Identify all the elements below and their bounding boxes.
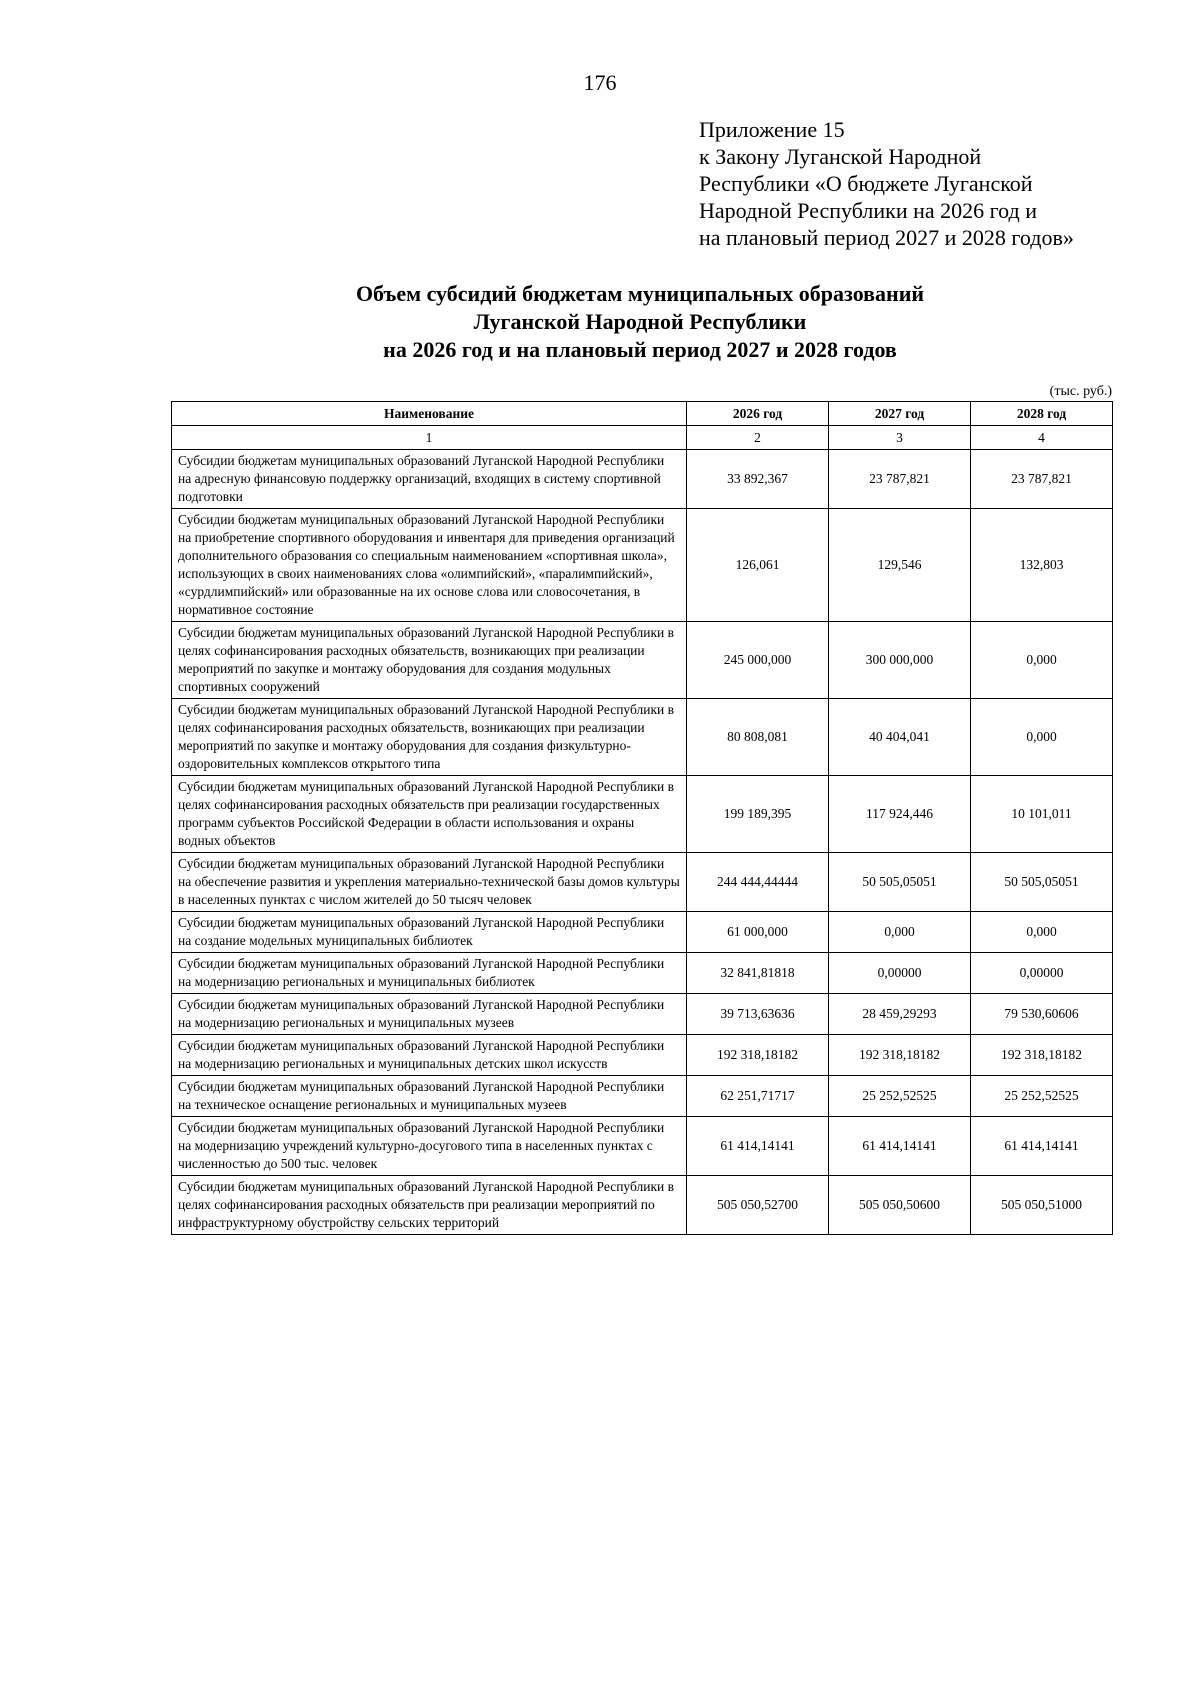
value-2028: 79 530,60606 — [971, 994, 1113, 1035]
appendix-reference — [699, 116, 1179, 251]
value-2026: 505 050,52700 — [687, 1176, 829, 1235]
value-2028: 0,000 — [971, 699, 1113, 776]
value-2027: 192 318,18182 — [829, 1035, 971, 1076]
value-2027: 117 924,446 — [829, 776, 971, 853]
subsidies-table — [171, 401, 1113, 1235]
row-name: Субсидии бюджетам муниципальных образований Луганской Народной Республики на модернизацию учреждений культурно-досугового типа в населенных пунктах с численностью до 500 тыс. человек — [172, 1117, 687, 1176]
row-name: Субсидии бюджетам муниципальных образований Луганской Народной Республики на обеспечение развития и укрепления материально-технической базы домов культуры в населенных пунктах с числом жителей до 50 тысяч человек — [172, 853, 687, 912]
table-row — [172, 1117, 1113, 1176]
table-row — [172, 776, 1113, 853]
table-row — [172, 853, 1113, 912]
value-2028: 132,803 — [971, 509, 1113, 622]
document-title — [170, 280, 1110, 364]
page-number: 176 — [583, 70, 617, 95]
row-name: Субсидии бюджетам муниципальных образований Луганской Народной Республики на техническое оснащение региональных и муниципальных музеев — [172, 1076, 687, 1117]
value-2028: 192 318,18182 — [971, 1035, 1113, 1076]
column-number: 1 — [172, 426, 687, 450]
column-number-row — [172, 426, 1113, 450]
value-2027: 300 000,000 — [829, 622, 971, 699]
value-2027: 61 414,14141 — [829, 1117, 971, 1176]
row-name: Субсидии бюджетам муниципальных образований Луганской Народной Республики на модернизацию региональных и муниципальных детских школ искусств — [172, 1035, 687, 1076]
value-2026: 61 414,14141 — [687, 1117, 829, 1176]
header-2026: 2026 год — [687, 402, 829, 426]
table-row — [172, 1176, 1113, 1235]
table-header-row — [172, 402, 1113, 426]
title-line: на 2026 год и на плановый период 2027 и 2028 годов — [383, 337, 897, 362]
value-2028: 505 050,51000 — [971, 1176, 1113, 1235]
units-label: (тыс. руб.) — [1049, 384, 1112, 399]
row-name: Субсидии бюджетам муниципальных образований Луганской Народной Республики на создание модельных муниципальных библиотек — [172, 912, 687, 953]
header-name: Наименование — [172, 402, 687, 426]
value-2026: 244 444,44444 — [687, 853, 829, 912]
value-2028: 0,000 — [971, 912, 1113, 953]
table-row — [172, 450, 1113, 509]
column-number: 3 — [829, 426, 971, 450]
header-2027: 2027 год — [829, 402, 971, 426]
title-line: Луганской Народной Республики — [473, 309, 807, 334]
appendix-line: к Закону Луганской Народной — [699, 144, 982, 169]
value-2026: 192 318,18182 — [687, 1035, 829, 1076]
row-name: Субсидии бюджетам муниципальных образований Луганской Народной Республики в целях софинансирования расходных обязательств, возникающих при реализации мероприятий по закупке и монтажу оборудования для создания модульных спортивных сооружений — [172, 622, 687, 699]
value-2027: 505 050,50600 — [829, 1176, 971, 1235]
header-2028: 2028 год — [971, 402, 1113, 426]
table-row — [172, 622, 1113, 699]
value-2026: 126,061 — [687, 509, 829, 622]
row-name: Субсидии бюджетам муниципальных образований Луганской Народной Республики на модернизацию региональных и муниципальных музеев — [172, 994, 687, 1035]
value-2026: 39 713,63636 — [687, 994, 829, 1035]
table-row — [172, 1076, 1113, 1117]
row-name: Субсидии бюджетам муниципальных образований Луганской Народной Республики на модернизацию региональных и муниципальных библиотек — [172, 953, 687, 994]
row-name: Субсидии бюджетам муниципальных образований Луганской Народной Республики в целях софинансирования расходных обязательств, возникающих при реализации мероприятий по закупке и монтажу оборудования для создания физкультурно-оздоровительных комплексов открытого типа — [172, 699, 687, 776]
value-2027: 28 459,29293 — [829, 994, 971, 1035]
value-2027: 40 404,041 — [829, 699, 971, 776]
value-2028: 0,00000 — [971, 953, 1113, 994]
value-2028: 23 787,821 — [971, 450, 1113, 509]
row-name: Субсидии бюджетам муниципальных образований Луганской Народной Республики в целях софинансирования расходных обязательств при реализации мероприятий по инфраструктурному обустройству сельских территорий — [172, 1176, 687, 1235]
value-2026: 32 841,81818 — [687, 953, 829, 994]
value-2027: 23 787,821 — [829, 450, 971, 509]
value-2026: 62 251,71717 — [687, 1076, 829, 1117]
value-2028: 61 414,14141 — [971, 1117, 1113, 1176]
table-row — [172, 912, 1113, 953]
value-2028: 25 252,52525 — [971, 1076, 1113, 1117]
value-2026: 199 189,395 — [687, 776, 829, 853]
value-2027: 0,000 — [829, 912, 971, 953]
value-2026: 61 000,000 — [687, 912, 829, 953]
row-name: Субсидии бюджетам муниципальных образований Луганской Народной Республики на приобретение спортивного оборудования и инвентаря для приведения организаций дополнительного образования со специальным наименованием «спортивная школа», использующих в своих наименованиях слова «олимпийский», «паралимпийский», «сурдлимпийский» или образованные на их основе слова или словосочетания, в нормативное состояние — [172, 509, 687, 622]
appendix-line: Республики «О бюджете Луганской — [699, 171, 1033, 196]
column-number: 4 — [971, 426, 1113, 450]
value-2026: 33 892,367 — [687, 450, 829, 509]
value-2027: 129,546 — [829, 509, 971, 622]
value-2028: 10 101,011 — [971, 776, 1113, 853]
appendix-line: Приложение 15 — [699, 117, 845, 142]
value-2028: 0,000 — [971, 622, 1113, 699]
row-name: Субсидии бюджетам муниципальных образований Луганской Народной Республики в целях софинансирования расходных обязательств при реализации государственных программ субъектов Российской Федерации в области использования и охраны водных объектов — [172, 776, 687, 853]
value-2026: 245 000,000 — [687, 622, 829, 699]
value-2027: 25 252,52525 — [829, 1076, 971, 1117]
value-2027: 0,00000 — [829, 953, 971, 994]
table-row — [172, 699, 1113, 776]
value-2027: 50 505,05051 — [829, 853, 971, 912]
row-name: Субсидии бюджетам муниципальных образований Луганской Народной Республики на адресную финансовую поддержку организаций, входящих в систему спортивной подготовки — [172, 450, 687, 509]
appendix-line: на плановый период 2027 и 2028 годов» — [699, 225, 1074, 250]
appendix-line: Народной Республики на 2026 год и — [699, 198, 1037, 223]
table-row — [172, 509, 1113, 622]
title-line: Объем субсидий бюджетам муниципальных образований — [355, 281, 925, 306]
table-row — [172, 1035, 1113, 1076]
value-2028: 50 505,05051 — [971, 853, 1113, 912]
table-row — [172, 953, 1113, 994]
column-number: 2 — [687, 426, 829, 450]
value-2026: 80 808,081 — [687, 699, 829, 776]
table-row — [172, 994, 1113, 1035]
